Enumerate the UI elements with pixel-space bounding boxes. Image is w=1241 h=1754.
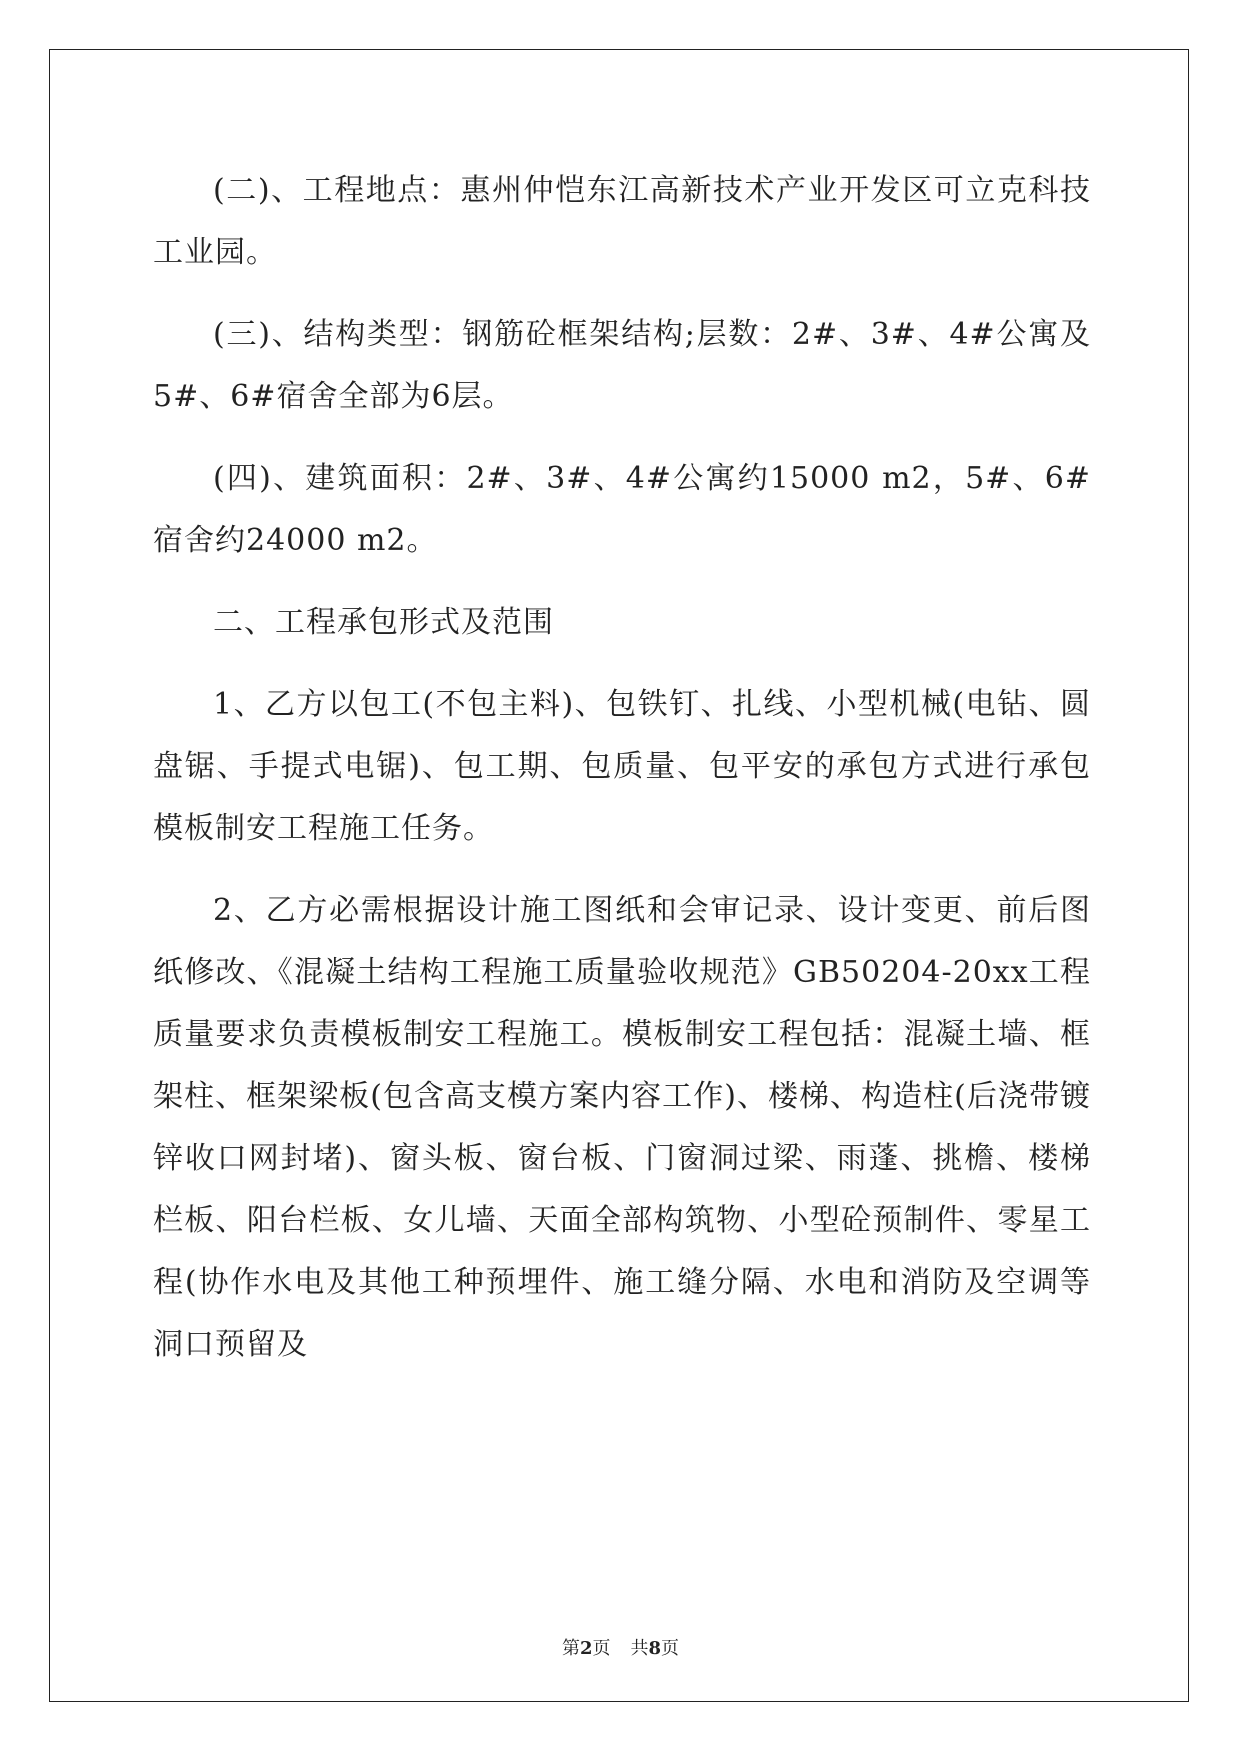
page-suffix: 页 (592, 1638, 611, 1659)
total-suffix: 页 (661, 1638, 680, 1659)
paragraph-clause-2: 2、乙方必需根据设计施工图纸和会审记录、设计变更、前后图纸修改、《混凝土结构工程施工质量验收规范》GB50204-20xx工程质量要求负责模板制安工程施工。模板制安工程包括：混凝土墙、框架柱、框架梁板(包含高支模方案内容工作)、楼梯、构造柱(后浇带镀锌收口网封堵)、窗头板、窗台板、门窗洞过梁、雨蓬、挑檐、楼梯栏板、阳台栏板、女儿墙、天面全部构筑物、小型砼预制件、零星工程(协作水电及其他工种预埋件、施工缝分隔、水电和消防及空调等洞口预留及 (153, 893, 1091, 1362)
document-body (153, 160, 1091, 1396)
paragraph-structure-type: (三)、结构类型：钢筋砼框架结构;层数：2#、3#、4#公寓及5#、6#宿舍全部为6层。 (153, 317, 1091, 414)
page-footer (0, 1634, 1241, 1660)
current-page-number: 2 (579, 1638, 593, 1659)
paragraph-clause-1: 1、乙方以包工(不包主料)、包铁钉、扎线、小型机械(电钻、圆盘锯、手提式电锯)、包工期、包质量、包平安的承包方式进行承包模板制安工程施工任务。 (153, 687, 1091, 846)
page-prefix: 第 (561, 1638, 580, 1659)
total-prefix: 共 (630, 1638, 649, 1659)
paragraph-building-area: (四)、建筑面积：2#、3#、4#公寓约15000 m2，5#、6#宿舍约24000 m2。 (153, 461, 1091, 558)
total-page-number: 8 (648, 1638, 662, 1659)
paragraph-project-location: (二)、工程地点：惠州仲恺东江高新技术产业开发区可立克科技工业园。 (153, 173, 1091, 270)
section-heading-contract-scope: 二、工程承包形式及范围 (213, 605, 554, 640)
